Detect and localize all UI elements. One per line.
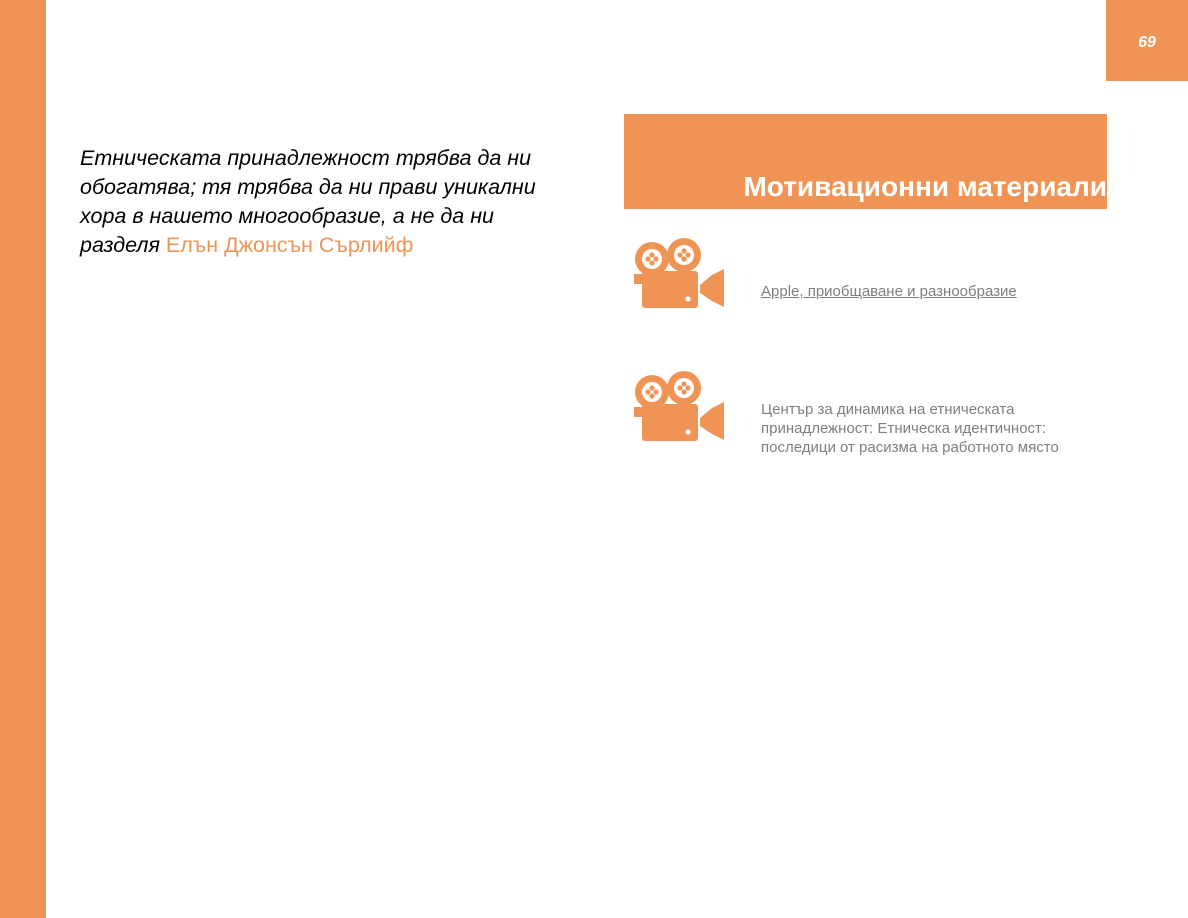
page-number-box	[1106, 0, 1188, 81]
page-number: 69	[1138, 34, 1156, 51]
left-accent-bar	[0, 0, 46, 918]
section-header	[624, 114, 1107, 209]
section-title: Мотивационни материали	[743, 171, 1107, 202]
resource-text-ethnic-identity: Център за динамика на етническата принадлежност: Етническа идентичност: последици от расизма на работното място	[761, 401, 1059, 456]
video-camera-icon[interactable]	[632, 237, 724, 309]
resource-link-apple[interactable]: Apple, приобщаване и разнообразие	[761, 283, 1017, 300]
quote-text: Етническата принадлежност трябва да ни обогатява; тя трябва да ни прави уникални хора в нашето многообразие, а не да ни разделя	[80, 146, 536, 257]
quote	[80, 144, 570, 260]
quote-author: Елън Джонсън Сърлийф	[165, 233, 414, 257]
video-camera-icon[interactable]	[632, 370, 724, 442]
